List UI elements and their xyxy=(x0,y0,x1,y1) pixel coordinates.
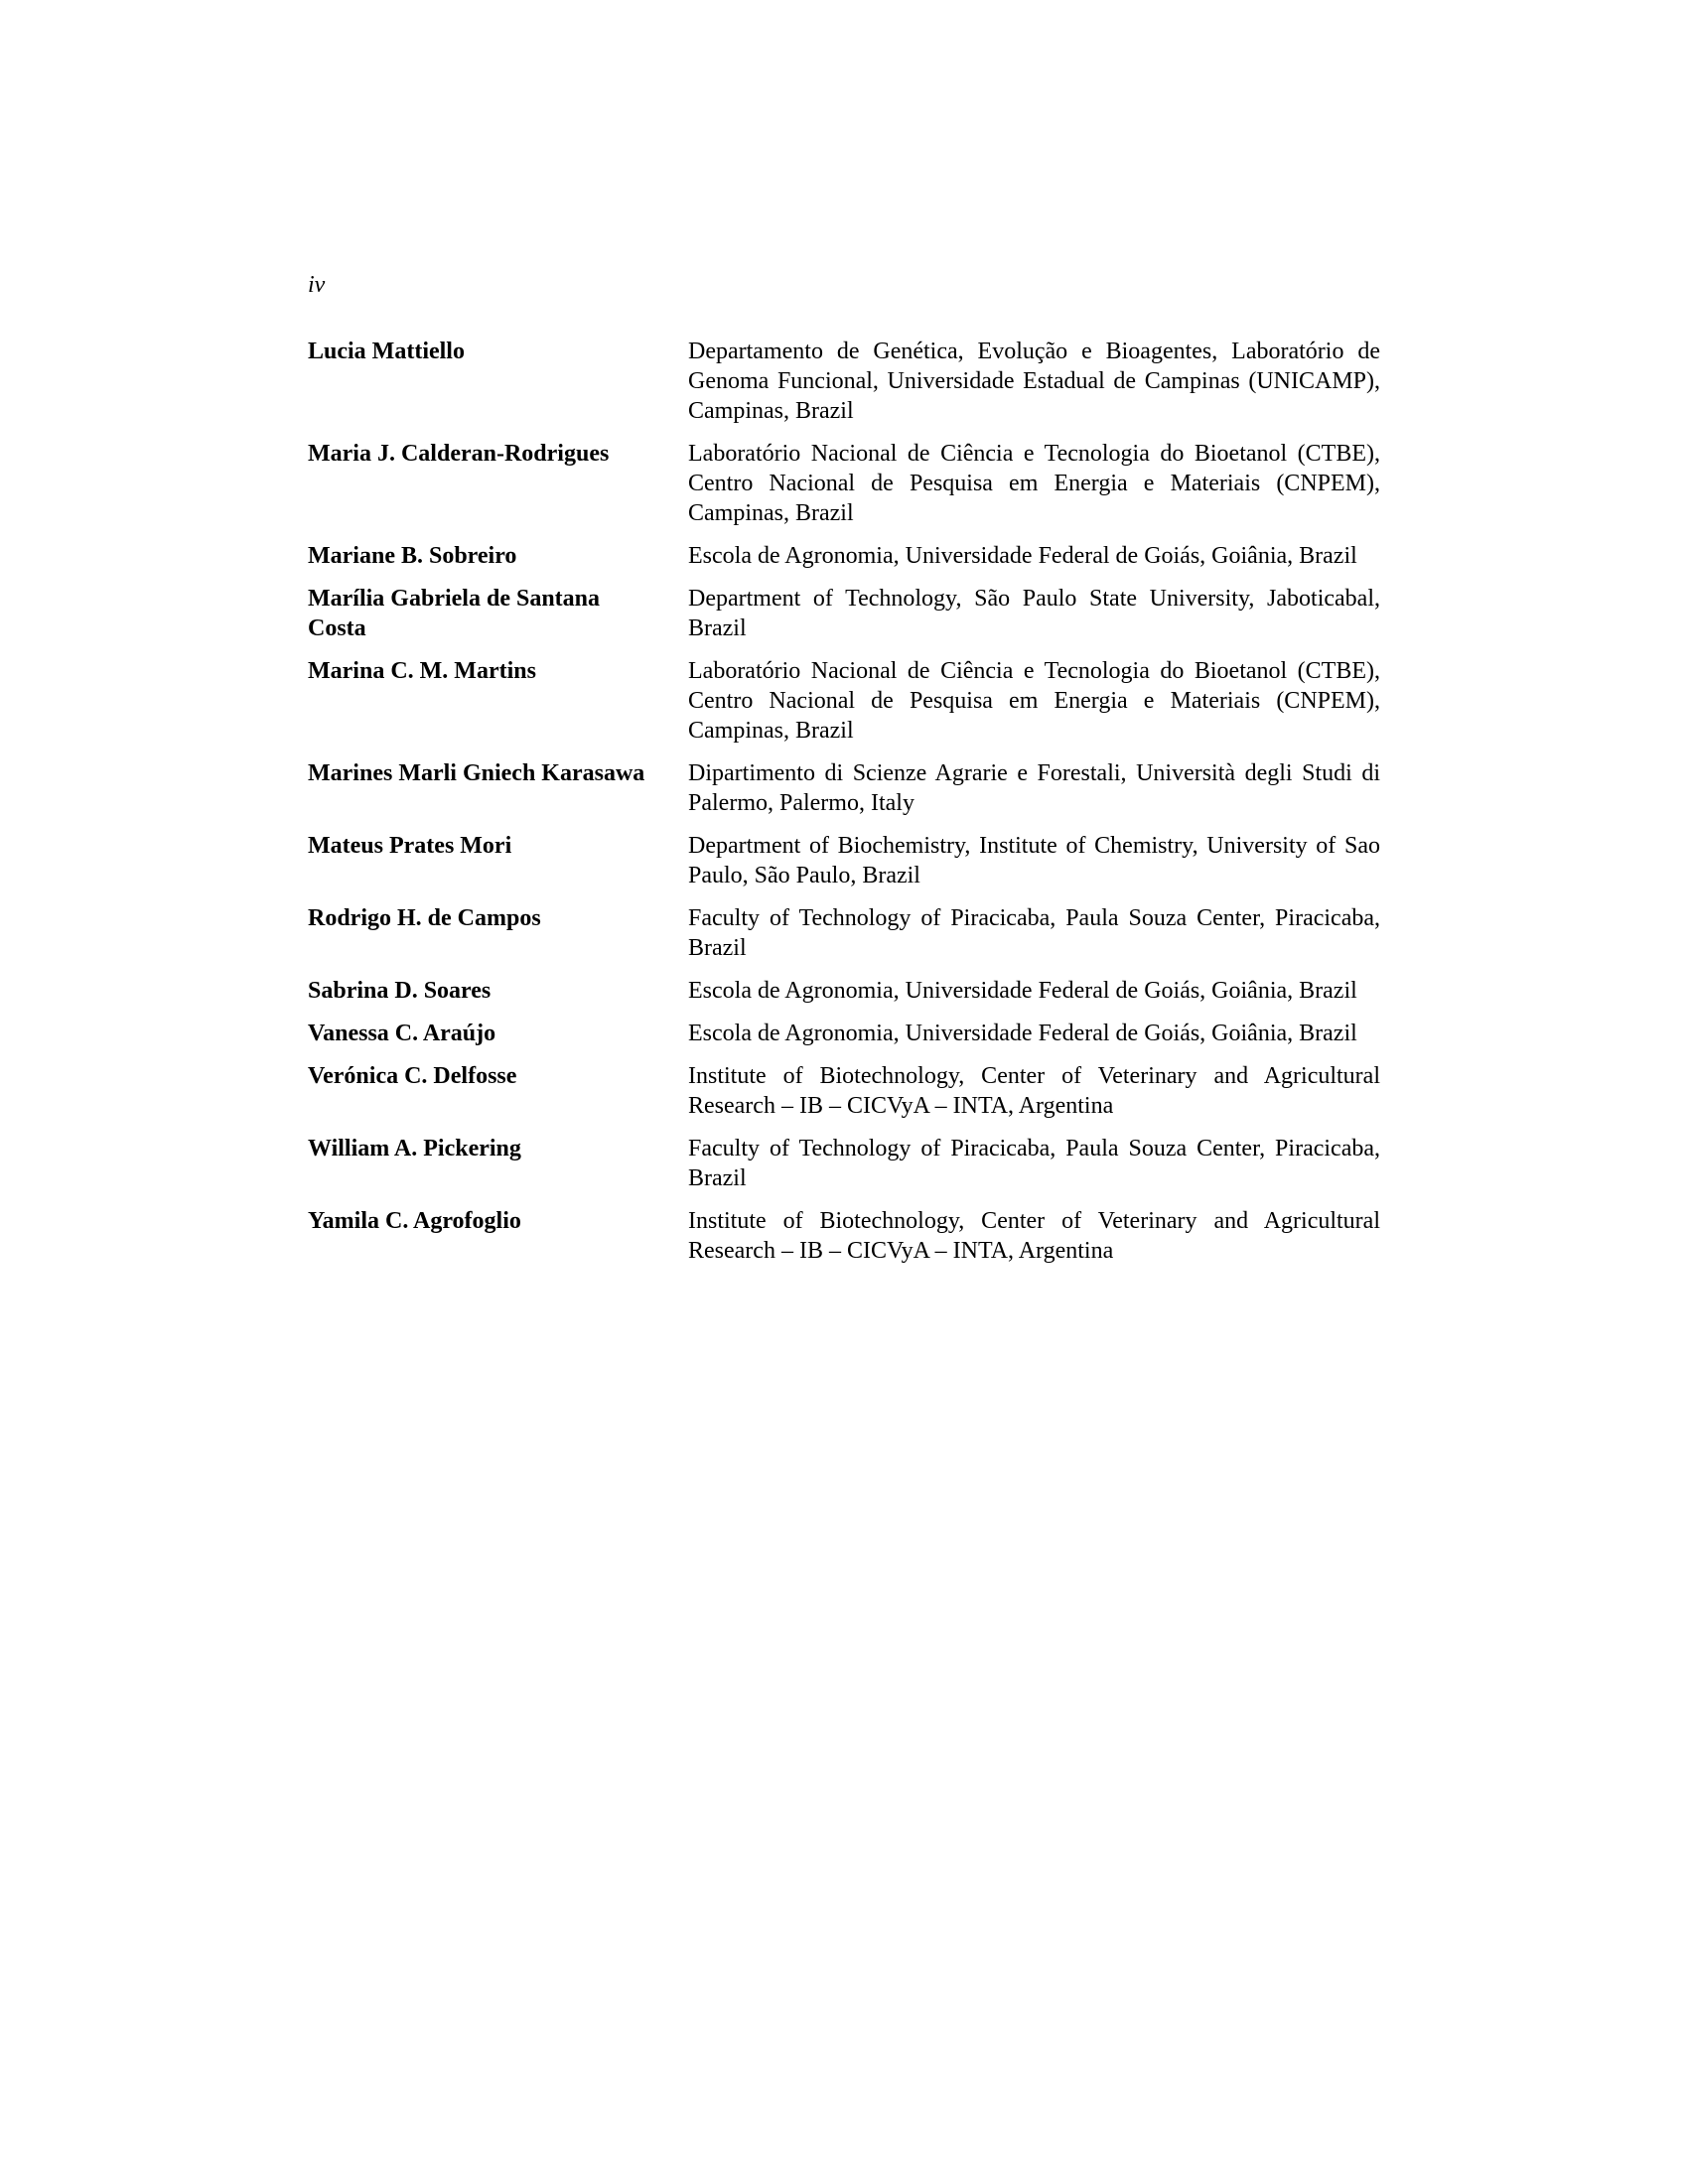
contributor-affiliation: Department of Technology, São Paulo State University, Jaboticabal, Brazil xyxy=(688,586,1380,641)
contributor-name: Mariane B. Sobreiro xyxy=(308,543,517,569)
contributor-name: Rodrigo H. de Campos xyxy=(308,905,541,931)
contributor-entry xyxy=(308,584,1380,643)
contributor-entry xyxy=(308,541,1380,571)
contributor-name: Lucia Mattiello xyxy=(308,339,465,364)
contributor-entry xyxy=(308,758,1380,818)
contributor-name: Marília Gabriela de Santana Costa xyxy=(308,586,600,641)
page-content xyxy=(308,270,1380,1279)
contributor-name: Mateus Prates Mori xyxy=(308,833,512,859)
contributors-list xyxy=(308,337,1380,1266)
contributor-name: William A. Pickering xyxy=(308,1136,521,1161)
contributor-affiliation: Institute of Biotechnology, Center of Veterinary and Agricultural Research – IB – CICVyA – INTA, Argentina xyxy=(688,1208,1380,1264)
contributor-entry xyxy=(308,976,1380,1006)
contributor-name: Verónica C. Delfosse xyxy=(308,1063,517,1089)
contributor-entry xyxy=(308,1134,1380,1193)
contributor-affiliation: Departamento de Genética, Evolução e Bioagentes, Laboratório de Genoma Funcional, Universidade Estadual de Campinas (UNICAMP), Campinas, Brazil xyxy=(688,339,1380,424)
contributor-entry xyxy=(308,656,1380,746)
contributor-entry xyxy=(308,1019,1380,1048)
contributor-affiliation: Dipartimento di Scienze Agrarie e Forestali, Università degli Studi di Palermo, Palermo, Italy xyxy=(688,760,1380,816)
contributor-affiliation: Faculty of Technology of Piracicaba, Paula Souza Center, Piracicaba, Brazil xyxy=(688,1136,1380,1191)
contributor-name: Maria J. Calderan-Rodrigues xyxy=(308,441,610,467)
contributor-entry xyxy=(308,337,1380,426)
contributor-entry xyxy=(308,831,1380,890)
contributor-affiliation: Faculty of Technology of Piracicaba, Paula Souza Center, Piracicaba, Brazil xyxy=(688,905,1380,961)
contributor-affiliation: Escola de Agronomia, Universidade Federal de Goiás, Goiânia, Brazil xyxy=(688,1021,1357,1046)
contributor-affiliation: Institute of Biotechnology, Center of Veterinary and Agricultural Research – IB – CICVyA – INTA, Argentina xyxy=(688,1063,1380,1119)
contributor-affiliation: Laboratório Nacional de Ciência e Tecnologia do Bioetanol (CTBE), Centro Nacional de Pesquisa em Energia e Materiais (CNPEM), Campinas, Brazil xyxy=(688,658,1380,744)
contributor-affiliation: Laboratório Nacional de Ciência e Tecnologia do Bioetanol (CTBE), Centro Nacional de Pesquisa em Energia e Materiais (CNPEM), Campinas, Brazil xyxy=(688,441,1380,526)
page-number: iv xyxy=(308,272,326,298)
contributor-entry xyxy=(308,1061,1380,1121)
contributor-affiliation: Department of Biochemistry, Institute of Chemistry, University of Sao Paulo, São Paulo, Brazil xyxy=(688,833,1380,888)
contributor-name: Vanessa C. Araújo xyxy=(308,1021,496,1046)
contributor-affiliation: Escola de Agronomia, Universidade Federal de Goiás, Goiânia, Brazil xyxy=(688,543,1357,569)
contributor-affiliation: Escola de Agronomia, Universidade Federal de Goiás, Goiânia, Brazil xyxy=(688,978,1357,1004)
contributor-entry xyxy=(308,1206,1380,1266)
contributor-name: Sabrina D. Soares xyxy=(308,978,492,1004)
contributor-name: Marines Marli Gniech Karasawa xyxy=(308,760,645,786)
contributor-name: Yamila C. Agrofoglio xyxy=(308,1208,521,1234)
contributor-entry xyxy=(308,439,1380,528)
contributor-entry xyxy=(308,903,1380,963)
contributor-name: Marina C. M. Martins xyxy=(308,658,536,684)
